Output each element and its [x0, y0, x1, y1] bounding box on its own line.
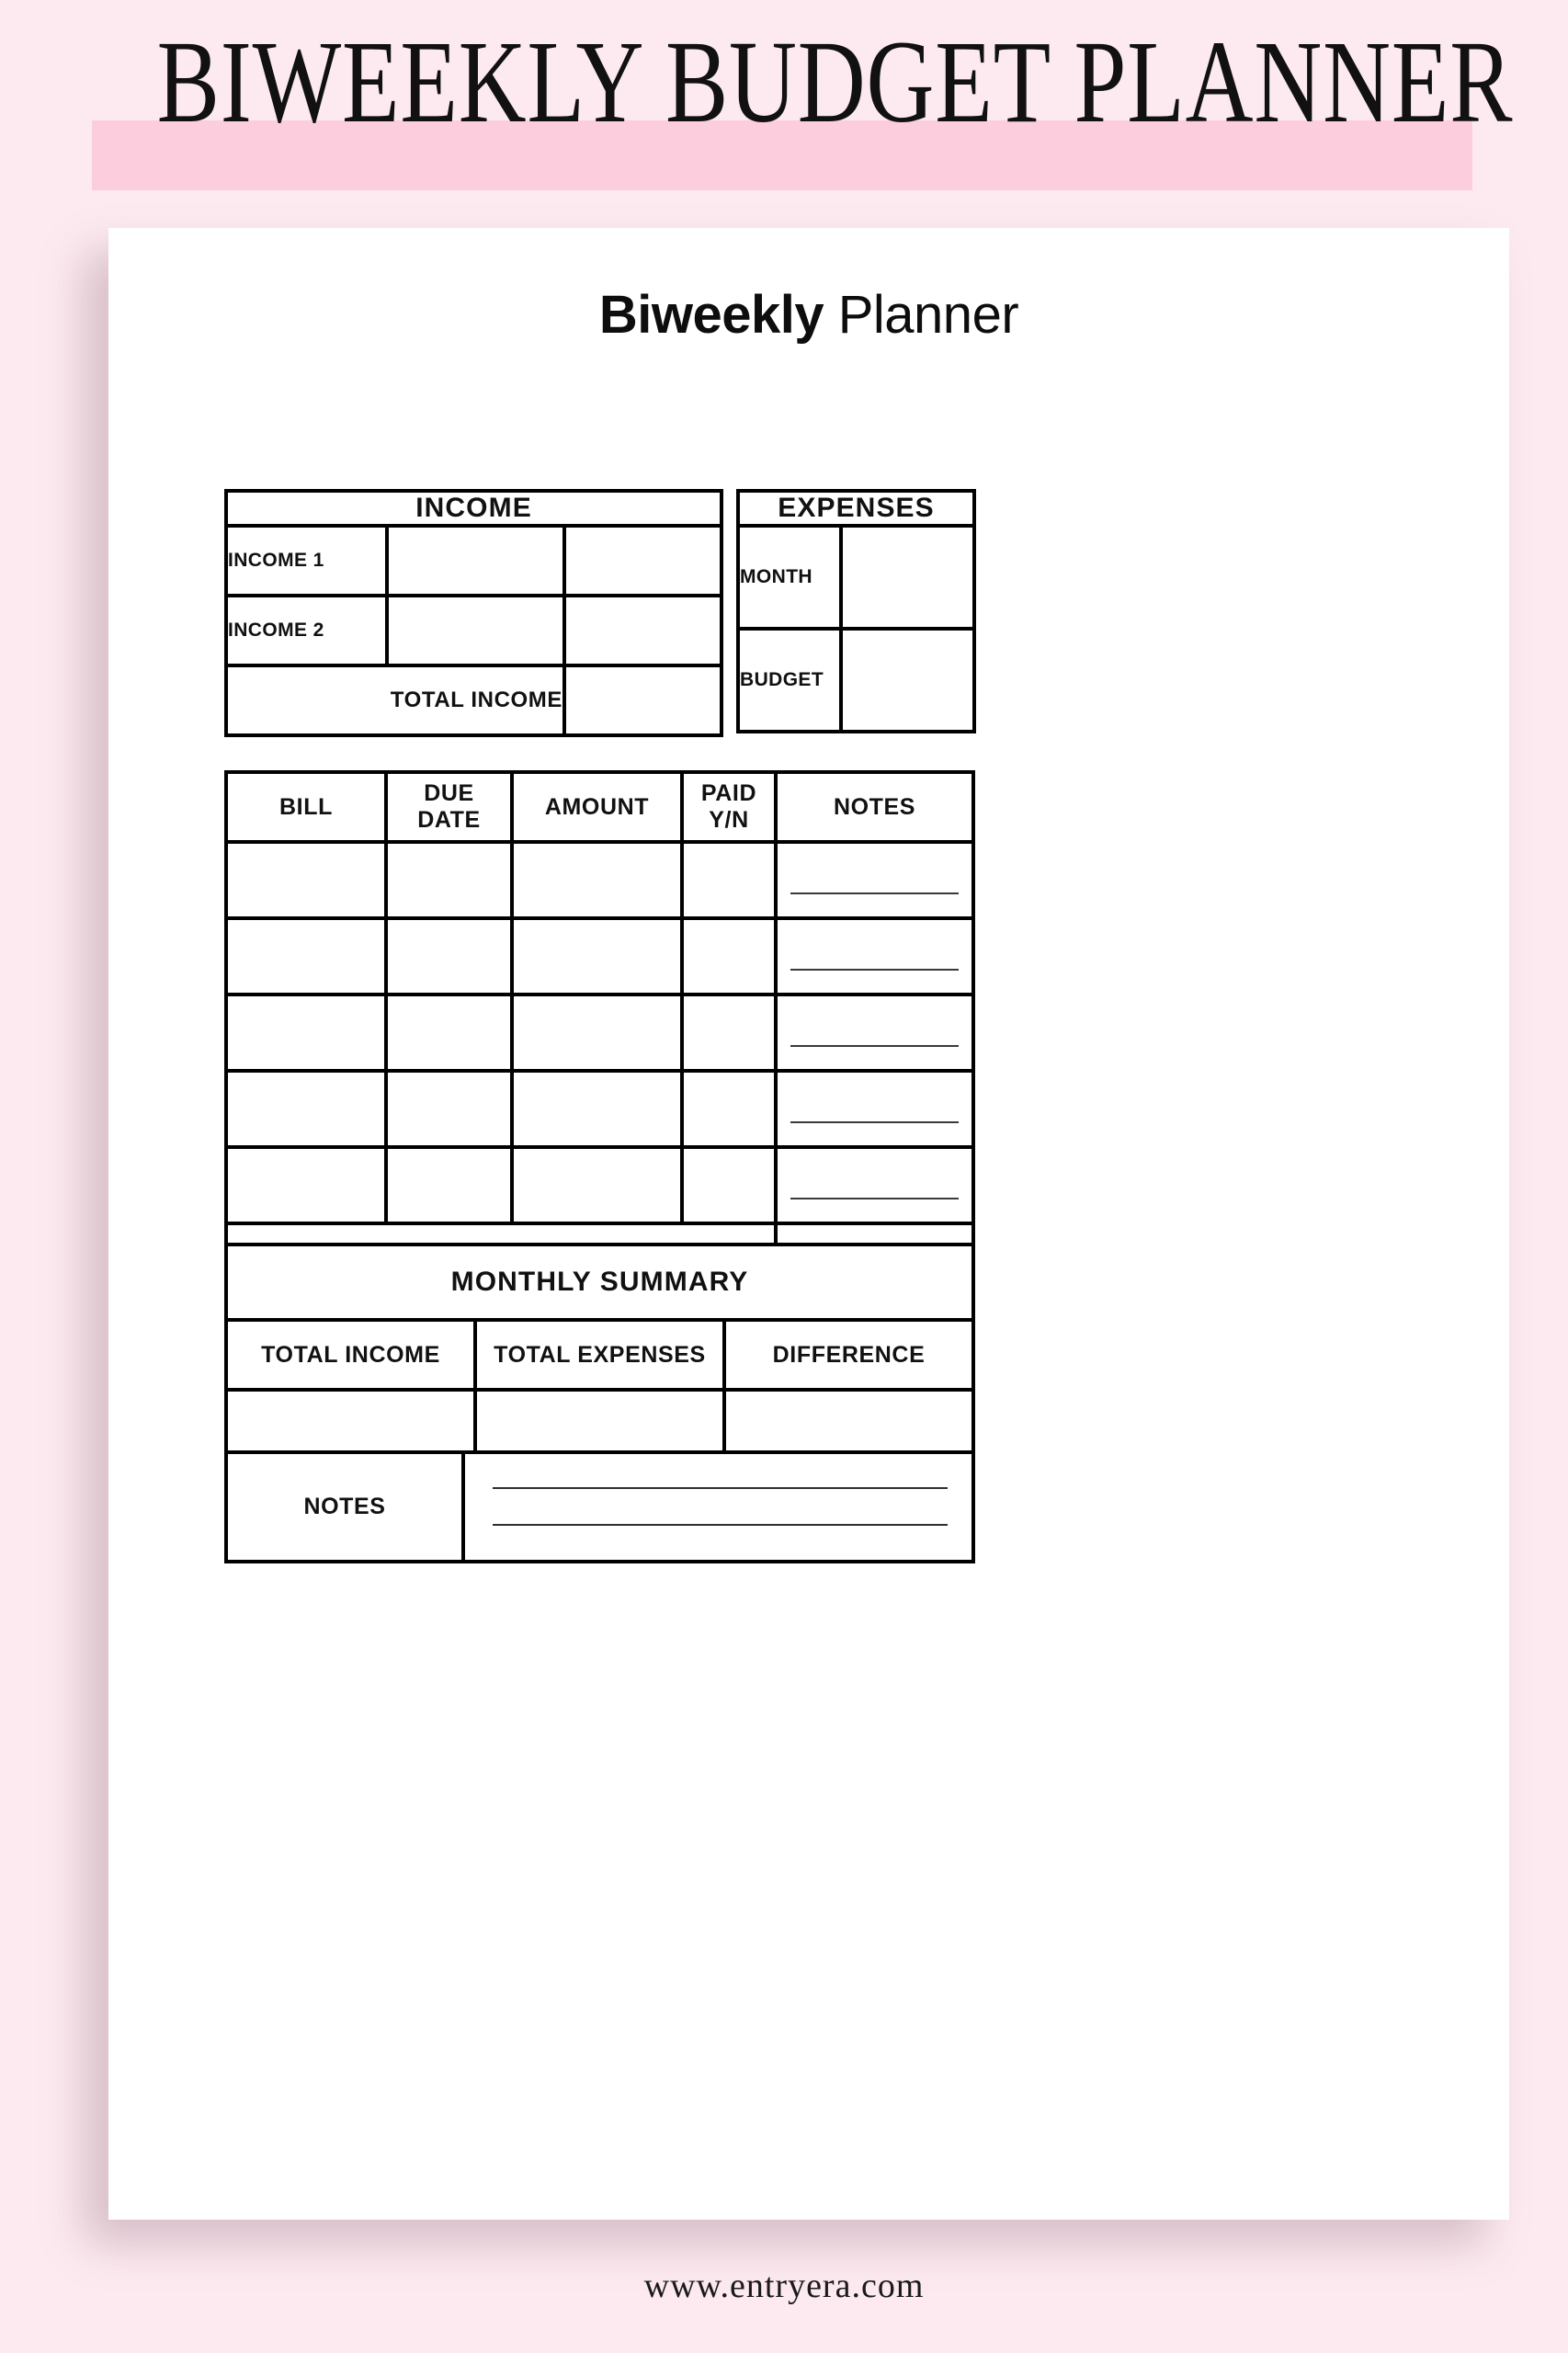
income-header-row [226, 491, 722, 526]
planner-sheet-body [108, 228, 1509, 2220]
bills-col-due-date [386, 772, 512, 842]
summary-difference-field[interactable] [724, 1390, 973, 1460]
summary-col-total-income: TOTAL INCOME [226, 1320, 475, 1390]
bill-amount-field-3[interactable] [512, 995, 682, 1071]
income-row-1 [226, 526, 722, 596]
expenses-table [736, 489, 976, 733]
bill-name-field-1[interactable] [226, 842, 386, 918]
planner-heading [108, 228, 1509, 346]
planner-sheet [108, 228, 1509, 2220]
bill-name-field-3[interactable] [226, 995, 386, 1071]
bill-amount-field-2[interactable] [512, 918, 682, 995]
expenses-header-row [738, 491, 974, 526]
page-header [0, 0, 1568, 228]
planner-heading-regular: Planner [824, 285, 1019, 345]
income-1-value-field[interactable] [387, 526, 564, 596]
summary-column-header-row [226, 1320, 973, 1390]
bills-col-paid [682, 772, 776, 842]
income-total-label: TOTAL INCOME [226, 665, 564, 735]
bill-amount-field-5[interactable] [512, 1147, 682, 1223]
bills-col-paid-line2: Y/N [709, 807, 749, 833]
table-row [226, 1147, 973, 1223]
writing-line [790, 1198, 959, 1199]
monthly-summary-table [224, 1243, 975, 1461]
bill-paid-field-5[interactable] [682, 1147, 776, 1223]
summary-value-row [226, 1390, 973, 1460]
income-1-label: INCOME 1 [226, 526, 387, 596]
bill-notes-field-1[interactable] [776, 842, 973, 918]
income-2-value2-field[interactable] [564, 596, 722, 665]
income-row-2 [226, 596, 722, 665]
writing-line [493, 1524, 948, 1526]
bill-amount-field-4[interactable] [512, 1071, 682, 1147]
income-table [224, 489, 723, 737]
bill-due-field-3[interactable] [386, 995, 512, 1071]
bill-paid-field-2[interactable] [682, 918, 776, 995]
income-total-row [226, 665, 722, 735]
expenses-month-row [738, 526, 974, 629]
notes-block [224, 1450, 975, 1563]
income-2-value-field[interactable] [387, 596, 564, 665]
bill-paid-field-4[interactable] [682, 1071, 776, 1147]
table-row [226, 995, 973, 1071]
expenses-month-field[interactable] [841, 526, 974, 629]
bill-amount-field-1[interactable] [512, 842, 682, 918]
bills-col-bill: BILL [226, 772, 386, 842]
table-row [226, 1071, 973, 1147]
page-title: BIWEEKLY BUDGET PLANNER [156, 17, 1514, 147]
bills-col-due-date-line2: DATE [417, 807, 481, 833]
expenses-budget-field[interactable] [841, 629, 974, 732]
bill-name-field-2[interactable] [226, 918, 386, 995]
summary-col-difference: DIFFERENCE [724, 1320, 973, 1390]
planner-heading-bold: Biweekly [598, 285, 824, 345]
summary-heading-cell: MONTHLY SUMMARY [226, 1245, 973, 1320]
expenses-month-label: MONTH [738, 526, 841, 629]
notes-label: NOTES [226, 1452, 463, 1562]
income-1-value2-field[interactable] [564, 526, 722, 596]
bills-col-due-date-line1: DUE [424, 780, 474, 806]
expenses-heading-cell: EXPENSES [738, 491, 974, 526]
bill-paid-field-1[interactable] [682, 842, 776, 918]
bill-due-field-4[interactable] [386, 1071, 512, 1147]
writing-line [790, 1045, 959, 1047]
bill-due-field-1[interactable] [386, 842, 512, 918]
bills-col-paid-line1: PAID [700, 780, 757, 806]
bill-due-field-5[interactable] [386, 1147, 512, 1223]
bill-notes-field-4[interactable] [776, 1071, 973, 1147]
footer-website[interactable]: www.entryera.com [643, 2267, 925, 2305]
income-heading-cell: INCOME [226, 491, 722, 526]
writing-line [790, 1121, 959, 1123]
bill-notes-field-3[interactable] [776, 995, 973, 1071]
writing-line [493, 1487, 948, 1489]
notes-input-area[interactable] [463, 1452, 973, 1562]
income-2-label: INCOME 2 [226, 596, 387, 665]
summary-total-expenses-field[interactable] [475, 1390, 724, 1460]
bill-notes-field-2[interactable] [776, 918, 973, 995]
table-row [226, 918, 973, 995]
writing-line [790, 892, 959, 894]
bill-notes-field-5[interactable] [776, 1147, 973, 1223]
bill-name-field-4[interactable] [226, 1071, 386, 1147]
bill-due-field-2[interactable] [386, 918, 512, 995]
bill-name-field-5[interactable] [226, 1147, 386, 1223]
expenses-budget-row [738, 629, 974, 732]
bills-table [224, 770, 975, 1302]
notes-row [226, 1452, 973, 1562]
bill-paid-field-3[interactable] [682, 995, 776, 1071]
income-total-field[interactable] [564, 665, 722, 735]
table-row [226, 842, 973, 918]
expenses-budget-label: BUDGET [738, 629, 841, 732]
bills-col-amount: AMOUNT [512, 772, 682, 842]
bills-col-notes: NOTES [776, 772, 973, 842]
writing-line [790, 969, 959, 971]
summary-header-row [226, 1245, 973, 1320]
bills-header-row [226, 772, 973, 842]
summary-col-total-expenses: TOTAL EXPENSES [475, 1320, 724, 1390]
summary-total-income-field[interactable] [226, 1390, 475, 1460]
